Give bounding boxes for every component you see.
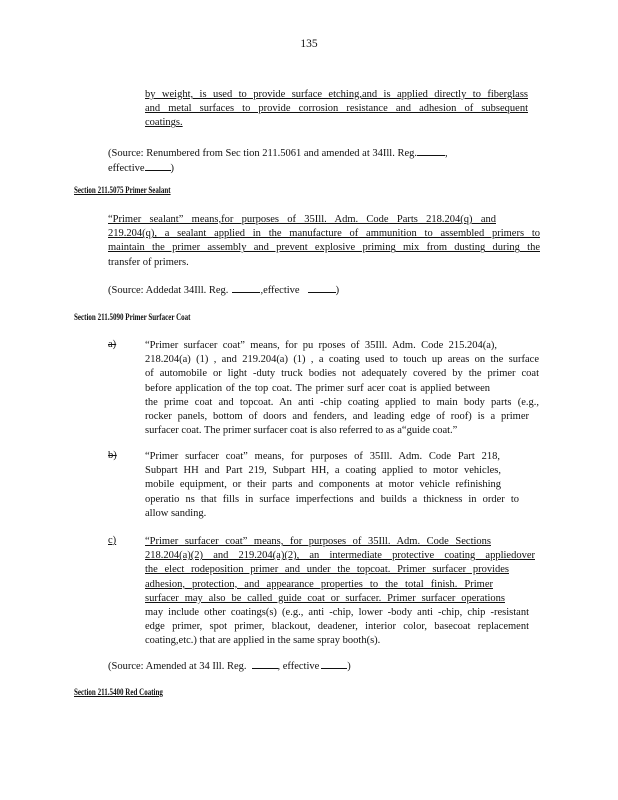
- item-line: 218.204(a) (1) , and 219.204(a) (1) , a coating used to touch up areas on the surface: [145, 354, 539, 366]
- source-close: ): [170, 163, 175, 175]
- definition-primer-sealant: [108, 213, 540, 270]
- source-text: effective: [108, 163, 145, 175]
- intro-line: and metal surfaces to provide corrosion resistance and adhesion of subsequent: [145, 103, 528, 115]
- source-close: ): [347, 661, 351, 672]
- source-text: (Source: Renumbered from Sec tion 211.5061 and amended at 34Ill. Reg.: [108, 148, 417, 159]
- item-line: “Primer surfacer coat” means, for purposes of 35Ill. Adm. Code Sections: [145, 536, 491, 547]
- item-line: may include other coatings(s) (e.g., anti -chip, lower -body anti -chip, chip -resistant: [145, 607, 529, 619]
- definition-line: transfer of primers.: [108, 256, 189, 268]
- item-line: 218.204(a)(2) and 219.204(a)(2), an intermediate protective coating appliedover: [145, 550, 535, 562]
- section-heading-5090: Section 211.5090 Primer Surfacer Coat: [74, 312, 191, 322]
- intro-line: by weight, is used to provide surface etching,and is applied directly to fiberglass: [145, 89, 528, 100]
- section-heading-5400: Section 211.5400 Red Coating: [74, 687, 163, 697]
- definition-line: 219.204(q), a sealant applied in the manufacture of ammunition to assembled primers to: [108, 228, 540, 240]
- intro-paragraph: [145, 88, 528, 131]
- item-line: mobile equipment, or their parts and components at motor vehicle refinishing: [145, 479, 501, 491]
- definition-line: maintain the primer assembly and prevent explosive priming mix from dusting during the: [108, 242, 540, 254]
- source-text: (Source: Addedat 34Ill. Reg.: [108, 285, 229, 296]
- item-line: edge primer, spot primer, blackout, deadener, interior color, basecoat replacement: [145, 621, 529, 633]
- definition-line: “Primer sealant” means,for purposes of 35Ill. Adm. Code Parts 218.204(q) and: [108, 214, 496, 225]
- item-line: surfacer may also be called guide coat or surfacer. Primer surfacer operations: [145, 592, 505, 604]
- item-line: “Primer surfacer coat” means, for pu rposes of 35Ill. Adm. Code 215.204(a),: [145, 340, 497, 351]
- item-line: of automobile or light -duty truck bodies not adequately covered by the primer coat: [145, 368, 539, 380]
- item-label-b: b): [108, 450, 117, 461]
- source-note-5075: [108, 283, 339, 296]
- source-effective: , effective: [277, 661, 320, 672]
- item-b-text: [145, 450, 519, 521]
- intro-line: coatings.: [145, 117, 183, 129]
- intro-source-note: (Source: Renumbered from Sec tion 211.5061 and amended at 34Ill. Reg. , effective ): [108, 148, 448, 175]
- source-text: (Source: Amended at 34 Ill. Reg.: [108, 661, 247, 672]
- section-heading-5075: Section 211.5075 Primer Sealant: [74, 185, 171, 195]
- source-effective: ,effective: [260, 285, 300, 296]
- item-c-text: [145, 535, 535, 649]
- item-line: adhesion, protection, and appearance properties to the total finish. Primer: [145, 578, 493, 590]
- item-line: rocker panels, bottom of doors and fenders, and leading edge of roof) is a primer: [145, 411, 529, 423]
- item-line: allow sanding.: [145, 507, 207, 519]
- item-line: Subpart HH and Part 219, Subpart HH, a coating applied to motor vehicles,: [145, 465, 501, 477]
- item-line: before application of the top coat. The primer surf acer coat is applied between: [145, 382, 490, 394]
- item-line: surfacer coat. The primer surfacer coat is also referred to as a“guide coat.”: [145, 425, 458, 437]
- source-close: ): [335, 285, 340, 296]
- item-line: “Primer surfacer coat” means, for purposes of 35Ill. Adm. Code Part 218,: [145, 451, 500, 462]
- source-note-5090: [108, 659, 351, 672]
- item-a-text: [145, 339, 539, 438]
- item-line: operatio ns that fills in surface imperfections and builds a thickness in order to: [145, 493, 519, 505]
- item-line: coating,etc.) that are applied in the same spray booth(s).: [145, 635, 381, 647]
- item-line: the elect rodeposition primer and under the topcoat. Primer surfacer provides: [145, 564, 509, 576]
- item-label-a: a): [108, 339, 117, 350]
- item-line: the prime coat and topcoat. An anti -chip coating applied to main body parts (e.g.,: [145, 396, 539, 408]
- item-label-c: c): [108, 535, 117, 546]
- page-number: 135: [300, 38, 318, 50]
